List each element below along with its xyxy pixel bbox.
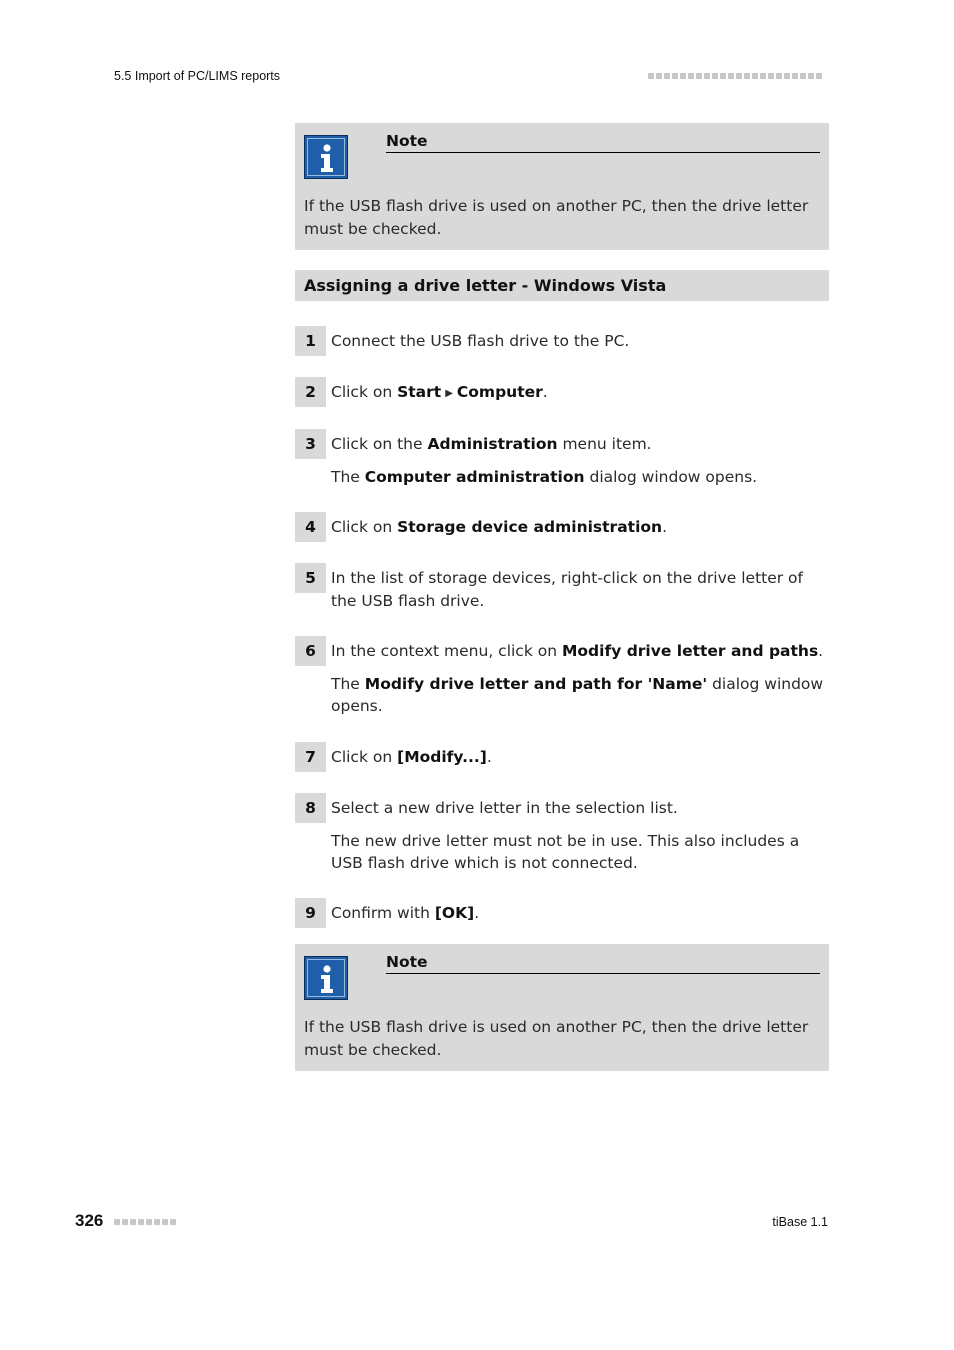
step-number: 1 [295, 326, 326, 356]
note-text: If the USB flash drive is used on another PC, then the drive letter must be checked. [304, 197, 809, 238]
note-title: Note [386, 953, 820, 974]
step-text: Click on [Modify...]. [331, 748, 492, 766]
ui-label-start: Start [397, 383, 442, 401]
step-number: 8 [295, 793, 326, 823]
step-number: 9 [295, 898, 326, 928]
note-box-bottom [295, 944, 829, 1071]
footer-decoration [114, 1219, 176, 1225]
page-number: 326 [75, 1211, 104, 1230]
ui-label-administration: Administration [427, 435, 558, 453]
step-text: In the list of storage devices, right-click on the drive letter of the USB flash drive. [331, 569, 803, 610]
step-text: Select a new drive letter in the selection list. [331, 799, 678, 817]
step-text: Click on Start ▶ Computer. [331, 383, 548, 401]
ui-label-computer: Computer [456, 383, 543, 401]
step-number: 5 [295, 563, 326, 593]
step-number: 3 [295, 429, 326, 459]
step-text: Confirm with [OK]. [331, 904, 480, 922]
step-number: 2 [295, 377, 326, 407]
step-result: The Modify drive letter and path for 'Name' dialog window opens. [331, 674, 824, 715]
step-number: 4 [295, 512, 326, 542]
ui-label-storage-device-administration: Storage device administration [397, 518, 663, 536]
step-text: Click on the Administration menu item. [331, 435, 652, 453]
step-number: 7 [295, 742, 326, 772]
note-box-top [295, 123, 829, 250]
header-decoration [648, 73, 822, 79]
step-number: 6 [295, 636, 326, 666]
ui-label-modify-dialog: Modify drive letter and path for 'Name' [364, 674, 708, 693]
ui-label-ok-button: [OK] [434, 904, 475, 922]
info-icon [304, 956, 348, 1000]
running-header: 5.5 Import of PC/LIMS reports [114, 69, 281, 83]
step-result: The new drive letter must not be in use. This also includes a USB flash drive which is not connected. [331, 831, 800, 872]
step-result: The Computer administration dialog window opens. [331, 467, 758, 486]
ui-label-modify-drive-letter: Modify drive letter and paths [561, 642, 819, 660]
step-text: Click on Storage device administration. [331, 518, 668, 536]
note-text: If the USB flash drive is used on another PC, then the drive letter must be checked. [304, 1018, 809, 1059]
product-name: tiBase 1.1 [772, 1215, 828, 1229]
ui-label-computer-administration: Computer administration [364, 467, 585, 486]
section-heading: Assigning a drive letter - Windows Vista [295, 270, 829, 301]
step-text: Connect the USB flash drive to the PC. [331, 332, 630, 350]
menu-path-arrow-icon: ▶ [445, 388, 453, 399]
step-text: In the context menu, click on Modify drive letter and paths. [331, 642, 824, 660]
ui-label-modify-button: [Modify...] [397, 748, 487, 766]
note-title: Note [386, 132, 820, 153]
info-icon [304, 135, 348, 179]
